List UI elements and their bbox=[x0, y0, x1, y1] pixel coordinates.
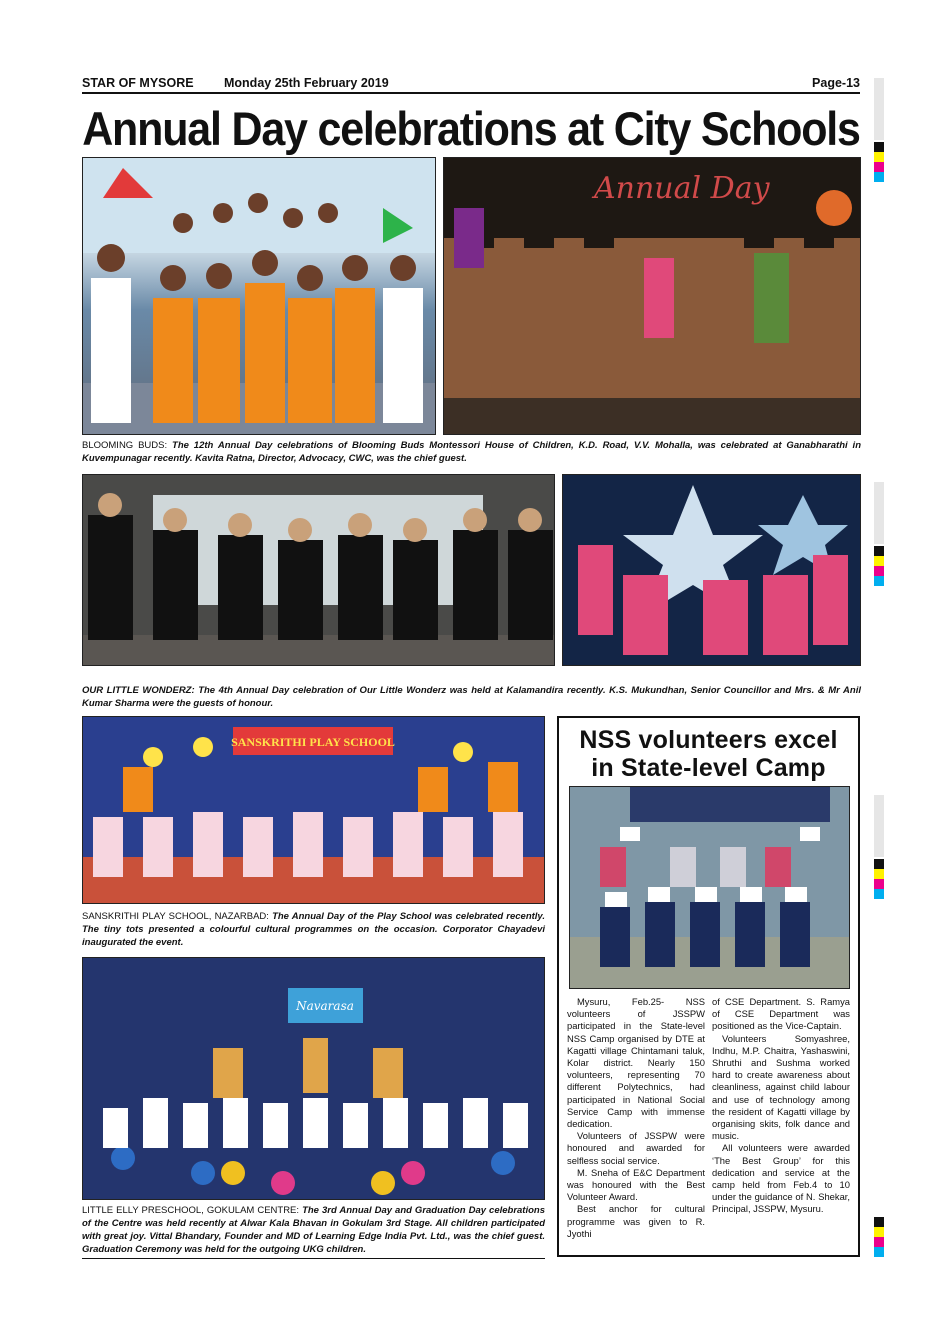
margin-grey-bar bbox=[874, 482, 884, 544]
nss-paragraph: All volunteers were awarded ‘The Best Group’ for this dedication and service at the camp held from Feb.4 to 10 under the guidance of N. Shekar, Principal, JSSPW, Mysuru. bbox=[712, 1142, 850, 1215]
caption-lead: BLOOMING BUDS: bbox=[82, 440, 168, 451]
caption-lead: SANSKRITHI PLAY SCHOOL, NAZARBAD: bbox=[82, 911, 269, 922]
nss-paragraph: Volunteers of JSSPW were honoured and awarded for selfless social service. bbox=[567, 1130, 705, 1166]
nss-paragraph: of CSE Department. S. Ramya of CSE Department was positioned as the Vice-Captain. bbox=[712, 996, 850, 1032]
nss-paragraph: Mysuru, Feb.25- NSS volunteers of JSSPW participated in the State-level NSS Camp organised by DTE at Kagatti village Chintamani taluk, Kolar district. Nearly 150 volunteers, representing 70 different Polytechnics, had participated in National Social Service Camp with immense dedication. bbox=[567, 996, 705, 1130]
caption-lead: OUR LITTLE WONDERZ: bbox=[82, 685, 195, 696]
preschool-illustration bbox=[83, 958, 545, 1200]
nss-story-box bbox=[557, 716, 860, 1257]
margin-grey-bar bbox=[874, 78, 884, 140]
photo-annual-day-drama bbox=[443, 157, 861, 435]
dancers-illustration bbox=[563, 475, 861, 666]
caption-little-elly bbox=[82, 1204, 545, 1259]
choir-illustration bbox=[83, 158, 436, 435]
newspaper-name: STAR OF MYSORE bbox=[82, 76, 194, 90]
nss-column-1 bbox=[567, 996, 705, 1240]
photo-blooming-buds-choir bbox=[82, 157, 436, 435]
navarasa-sign: Navarasa bbox=[296, 999, 354, 1013]
nss-paragraph: Best anchor for cultural programme was given to R. Jyothi bbox=[567, 1203, 705, 1239]
margin-grey-bar bbox=[874, 795, 884, 857]
caption-lead: LITTLE ELLY PRESCHOOL, GOKULAM CENTRE: bbox=[82, 1205, 300, 1216]
nss-headline-line1: NSS volunteers excel bbox=[579, 726, 838, 754]
nss-column-2 bbox=[712, 996, 850, 1216]
page-number: Page-13 bbox=[812, 76, 860, 90]
caption-blooming-buds bbox=[82, 439, 861, 465]
playschool-illustration bbox=[83, 717, 545, 904]
issue-date: Monday 25th February 2019 bbox=[224, 76, 389, 90]
colour-registration-mark bbox=[874, 546, 884, 586]
drama-illustration bbox=[444, 158, 861, 435]
colour-registration-mark bbox=[874, 1217, 884, 1257]
caption-body: The 4th Annual Day celebration of Our Little Wonderz was held at Kalamandira recently. K.S. Mukundhan, Senior Councillor and Mrs. & Mr Anil Kumar Sharma were the guests of honour. bbox=[82, 685, 861, 709]
photo-dancers bbox=[562, 474, 861, 666]
masthead bbox=[82, 74, 860, 94]
nss-group-illustration bbox=[570, 787, 850, 989]
nss-headline-line2: in State-level Camp bbox=[591, 754, 826, 782]
photo-little-wonderz-graduation bbox=[82, 474, 555, 666]
nss-paragraph: M. Sneha of E&C Department was honoured with the Best Volunteer Award. bbox=[567, 1166, 705, 1203]
sanskrithi-sign: SANSKRITHI PLAY SCHOOL bbox=[231, 735, 395, 749]
nss-headline bbox=[559, 726, 858, 782]
colour-registration-mark bbox=[874, 142, 884, 182]
photo-little-elly-preschool bbox=[82, 957, 545, 1200]
photo-sanskrithi-play-school bbox=[82, 716, 545, 904]
colour-registration-mark bbox=[874, 859, 884, 899]
caption-little-wonderz bbox=[82, 684, 861, 710]
annual-day-sign: Annual Day bbox=[594, 171, 770, 206]
caption-body: The 12th Annual Day celebrations of Blooming Buds Montessori House of Children, K.D. Road, V.V. Mohalla, was celebrated at Ganabharathi in Kuvempunagar recently. Kavita Ratna, Director, Advocacy, CWC, was the chief guest. bbox=[82, 440, 861, 464]
caption-body: The 3rd Annual Day and Graduation Day celebrations of the Centre was held recently at Alwar Kala Bhavan in Gokulam 3rd Stage. All children participated with great joy. Vittal Bhandary, Founder and MD of Learning Edge India Pvt. Ltd., was the chief guest. Graduation Ceremony was held for the outgoing UKG children. bbox=[82, 1205, 545, 1255]
caption-body: The Annual Day of the Play School was celebrated recently. The tiny tots presented a colourful cultural programmes on the occasion. Corporator Chayadevi inaugurated the event. bbox=[82, 911, 546, 948]
nss-paragraph: Volunteers Somyashree, Indhu, M.P. Chaitra, Yashaswini, Shruthi and Sushma worked hard to create awareness about cleanliness, against child labour and use of technology among the resident of Kagatti village by organising skits, folk dance and music. bbox=[712, 1032, 850, 1142]
page-headline: Annual Day celebrations at City Schools bbox=[82, 103, 860, 156]
photo-nss-volunteers bbox=[569, 786, 850, 989]
graduation-illustration bbox=[83, 475, 555, 666]
caption-sanskrithi bbox=[82, 910, 545, 949]
